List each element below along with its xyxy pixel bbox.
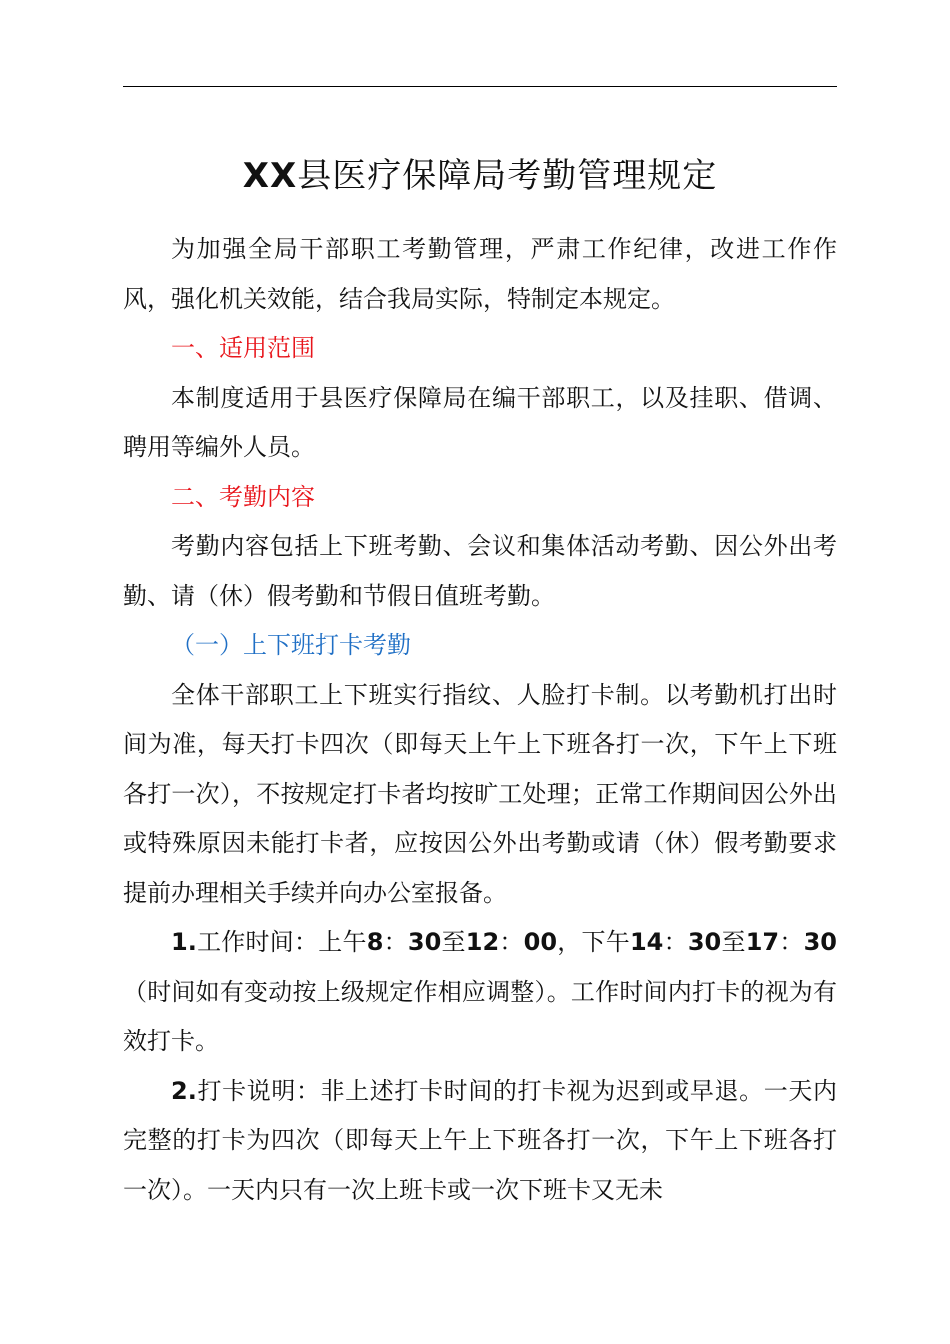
item-text: ： — [779, 928, 804, 956]
item-text: ： — [663, 928, 688, 956]
time-value: 30 — [803, 928, 837, 956]
section-heading-content: 二、考勤内容 — [171, 482, 315, 511]
item-text: ，下午 — [557, 928, 630, 956]
time-value: 17 — [745, 928, 780, 956]
section-body-scope: 本制度适用于县医疗保障局在编干部职工，以及挂职、借调、聘用等编外人员。 — [123, 383, 837, 461]
item-number: 2. — [171, 1076, 197, 1105]
intro-paragraph: 为加强全局干部职工考勤管理，严肃工作纪律，改进工作作风，强化机关效能，结合我局实际，特制定本规定。 — [123, 235, 837, 313]
document-title — [123, 146, 837, 206]
time-value: 12 — [465, 928, 500, 956]
item-work-hours — [123, 918, 837, 1067]
subsection-body-clock-in: 全体干部职工上下班实行指纹、人脸打卡制。以考勤机打出时间为准，每天打卡四次（即每天上午上下班各打一次，下午上下班各打一次），不按规定打卡者均按旷工处理；正常工作期间因公外出或特殊原因未能打卡者，应按因公外出考勤或请（休）假考勤要求提前办理相关手续并向办公室报备。 — [123, 680, 837, 907]
item-text: ： — [383, 928, 408, 956]
title-prefix: XX — [242, 156, 298, 196]
section-heading-scope: 一、适用范围 — [171, 334, 315, 362]
item-text: 至 — [721, 928, 746, 956]
item-text: （时间如有变动按上级规定作相应调整）。工作时间内打卡的视为有效打卡。 — [123, 977, 837, 1055]
time-value: 14 — [629, 928, 664, 956]
time-value: 30 — [687, 928, 722, 956]
time-value: 00 — [523, 928, 558, 956]
time-value: 30 — [407, 928, 442, 956]
item-text: 至 — [441, 928, 466, 956]
item-text: 工作时间：上午 — [196, 928, 367, 956]
item-text: 打卡说明：非上述打卡时间的打卡视为迟到或早退。一天内完整的打卡为四次（即每天上午上下班各打一次，下午上下班各打一次）。一天内只有一次上班卡或一次下班卡又无未 — [123, 1076, 837, 1204]
header-rule — [123, 86, 837, 87]
item-text: ： — [499, 928, 524, 956]
section-body-content: 考勤内容包括上下班考勤、会议和集体活动考勤、因公外出考勤、请（休）假考勤和节假日值班考勤。 — [123, 532, 837, 610]
title-text: 县医疗保障局考勤管理规定 — [297, 156, 718, 196]
item-number: 1. — [171, 928, 197, 956]
time-value: 8 — [366, 928, 384, 956]
subsection-heading-clock-in: （一）上下班打卡考勤 — [171, 631, 411, 659]
item-clock-in-rules — [123, 1067, 837, 1216]
document-body — [123, 146, 837, 1215]
